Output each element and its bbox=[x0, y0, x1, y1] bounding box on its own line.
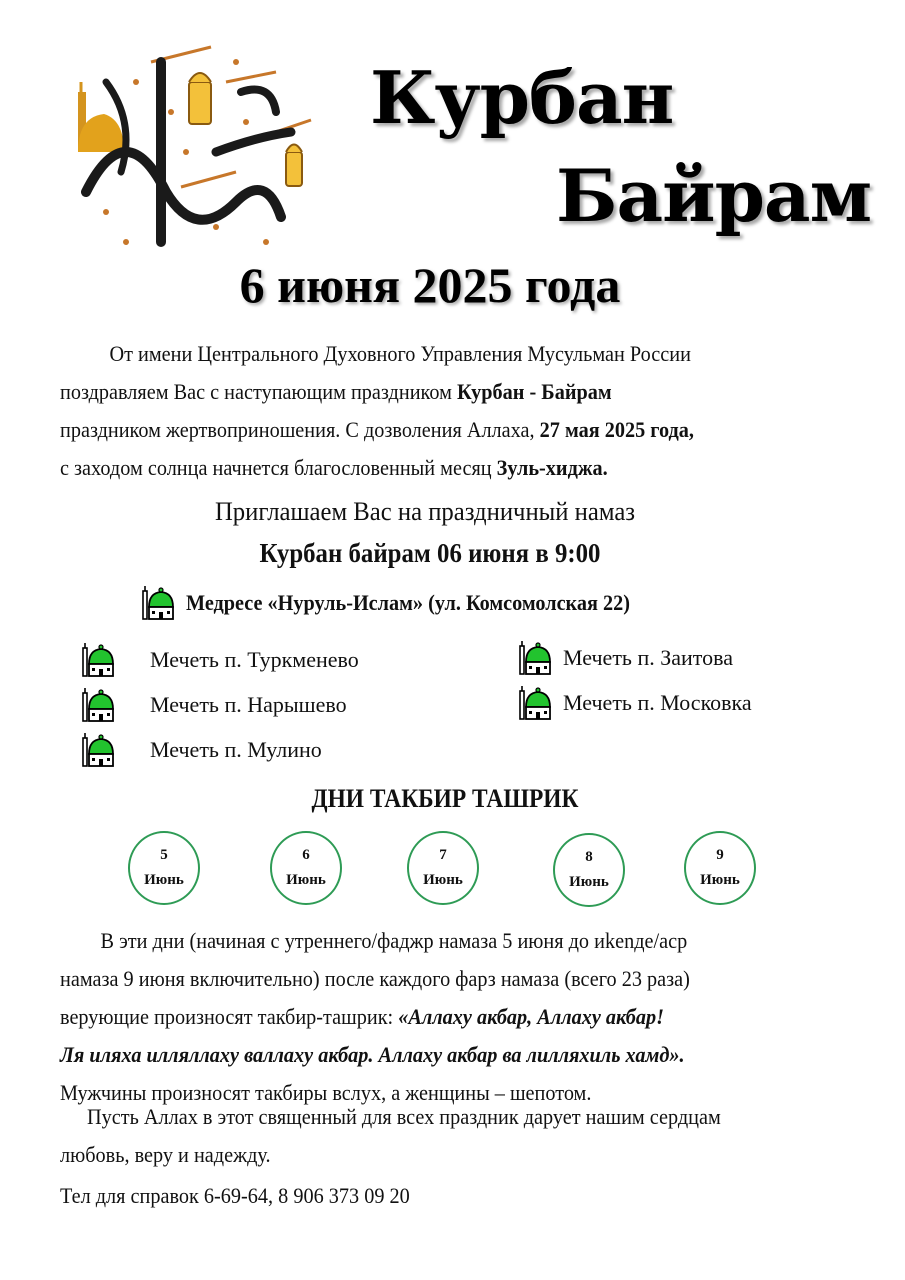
title-bairam: Байрам bbox=[556, 153, 872, 238]
day-month: Июнь bbox=[700, 872, 740, 888]
mosque-icon bbox=[80, 687, 116, 723]
mosque-icon bbox=[517, 685, 553, 721]
day-number: 8 bbox=[585, 849, 593, 865]
takbir-line-3: верующие произносят такбир-ташрик: bbox=[60, 1004, 399, 1029]
holiday-name: Курбан - Байрам bbox=[456, 379, 612, 404]
mosque-icon bbox=[80, 732, 116, 768]
mosque-item bbox=[80, 642, 359, 678]
takbir-line-1: В эти дни (начиная с утреннего/фаджр намаза 5 июня до иkenде/аср bbox=[100, 928, 688, 953]
greeting-paragraph bbox=[60, 335, 852, 487]
invitation-line: Приглашаем Вас на праздничный намаз bbox=[214, 497, 636, 526]
eid-mubarak-logo bbox=[66, 42, 316, 262]
contact-phone: Тел для справок 6-69-64, 8 906 373 09 20 bbox=[60, 1183, 410, 1208]
day-number: 7 bbox=[439, 847, 447, 863]
mosque-icon bbox=[517, 640, 553, 676]
day-circle bbox=[684, 831, 756, 905]
mosque-label: Мечеть п. Московка bbox=[563, 690, 752, 715]
main-venue-label: Медресе «Нуруль-Ислам» (ул. Комсомолская 22) bbox=[186, 590, 631, 615]
closing-paragraph bbox=[60, 1098, 852, 1174]
greeting-line-3: праздником жертвоприношения. С дозволения Аллаха, bbox=[60, 417, 540, 442]
day-circle bbox=[407, 831, 479, 905]
greeting-line-1: От имени Центрального Духовного Управления Мусульман России bbox=[109, 341, 691, 366]
day-circle bbox=[270, 831, 342, 905]
takbir-heading: ДНИ ТАКБИР ТАШРИК bbox=[311, 784, 579, 813]
closing-line-2: любовь, веру и надежду. bbox=[60, 1142, 271, 1167]
day-month: Июнь bbox=[144, 872, 184, 888]
takbir-phrase-1: «Аллаху акбар, Аллаху акбар! bbox=[398, 1004, 665, 1029]
day-month: Июнь bbox=[423, 872, 463, 888]
mosque-item bbox=[80, 687, 347, 723]
event-date: 6 июня 2025 года bbox=[239, 257, 621, 313]
takbir-phrase-2: Ля иляха илляллаху валлаху акбар. Аллаху акбар ва лилляхиль хамд». bbox=[60, 1042, 685, 1067]
takbir-paragraph bbox=[60, 922, 852, 1112]
day-number: 5 bbox=[160, 847, 168, 863]
greeting-line-4: с заходом солнца начнется благословенный месяц bbox=[60, 455, 497, 480]
mosque-label: Мечеть п. Туркменево bbox=[150, 647, 359, 672]
day-circle bbox=[128, 831, 200, 905]
mosque-label: Мечеть п. Мулино bbox=[150, 737, 322, 762]
takbir-line-5: Мужчины произносят такбиры вслух, а женщины – шепотом. bbox=[60, 1080, 592, 1105]
main-venue bbox=[140, 585, 669, 621]
mosque-label: Мечеть п. Нарышево bbox=[150, 692, 347, 717]
mosque-icon bbox=[140, 585, 176, 621]
mosque-item bbox=[517, 640, 733, 676]
mosque-icon bbox=[80, 642, 116, 678]
day-number: 6 bbox=[302, 847, 310, 863]
mosque-item bbox=[80, 732, 322, 768]
greeting-line-2: поздравляем Вас с наступающим праздником bbox=[60, 379, 457, 404]
day-circle bbox=[553, 833, 625, 907]
prayer-time: Курбан байрам 06 июня в 9:00 bbox=[259, 538, 601, 568]
mosque-label: Мечеть п. Заитова bbox=[563, 645, 733, 670]
day-month: Июнь bbox=[286, 872, 326, 888]
title-kurban: Курбан bbox=[370, 55, 674, 140]
takbir-line-2: намаза 9 июня включительно) после каждого фарз намаза (всего 23 раза) bbox=[60, 966, 690, 991]
day-month: Июнь bbox=[569, 874, 609, 890]
day-number: 9 bbox=[716, 847, 724, 863]
closing-line-1: Пусть Аллах в этот священный для всех праздник дарует нашим сердцам bbox=[87, 1104, 721, 1129]
mosque-item bbox=[517, 685, 752, 721]
start-date: 27 мая 2025 года, bbox=[539, 417, 694, 442]
month-name: Зуль-хиджа. bbox=[496, 455, 608, 480]
